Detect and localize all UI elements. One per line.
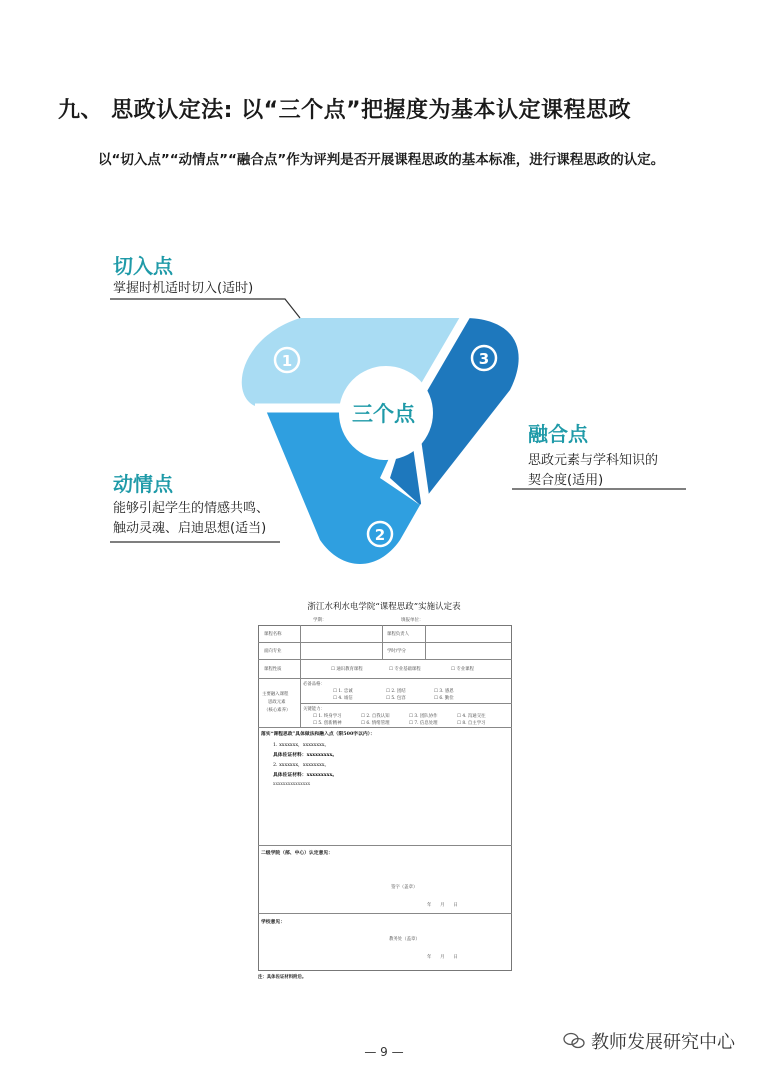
form-line: 具体佐证材料：xxxxxxxxx。 [273,772,338,778]
form-line: 1. xxxxxxx，xxxxxxxx。 [273,743,330,748]
point-3-title: 融合点 [528,422,588,446]
form-cell: 主要融入课程 [262,692,289,697]
form-cell: ☐ 专业基础课程 [389,667,421,672]
form-table [258,625,512,971]
form-cell: 课程名称 [264,632,282,637]
three-points-diagram [0,230,768,590]
form-date: 年 月 日 [427,955,458,960]
form-cell: ☐ 6. 勤俭 [434,696,454,701]
form-signature: 签字（盖章） [391,885,418,890]
form-cell: 面向专业 [264,649,282,654]
form-cell: ☐ 2. 团结 [386,689,406,694]
point-2-desc-2: 触动灵魂、启迪思想(适当) [113,521,267,536]
page-number: — 9 — [364,1045,404,1059]
form-cell: ☐ 通识教育课程 [331,667,363,672]
form-cell: ☐ 1. 忠诚 [333,689,353,694]
point-1-desc: 掌握时机适时切入(适时) [113,281,254,296]
intro-paragraph: 以“切入点”“动情点”“融合点”作为评判是否开展课程思政的基本标准，进行课程思政的认定。 [98,152,665,168]
form-line: 2. xxxxxxx，xxxxxxxx。 [273,763,330,768]
form-cell: ☐ 7. 信息处理 [409,721,438,726]
form-cell: 必备品格： [303,682,325,687]
form-cell: ☐ 5. 包容 [386,696,406,701]
section-heading: 九、 思政认定法: 以“三个点”把握度为基本认定课程思政 [58,98,632,123]
form-cell: 学时/学分 [387,649,407,654]
leader-line-1 [110,299,300,318]
form-cell: 课程负责人 [387,632,409,637]
number-1: 1 [281,352,293,370]
form-cell: ☐ 4. 沟通交往 [457,714,486,719]
form-unit-label: 填报单位： [401,618,424,623]
form-cell: ☐ 6. 情绪管理 [361,721,390,726]
form-cell: ☐ 3. 团队协作 [409,714,438,719]
form-date: 年 月 日 [427,903,458,908]
form-section-title: 落实“课程思政”具体做法和融入点（限500字以内）： [261,731,375,737]
form-cell: 关键能力： [303,707,325,712]
form-cell: ☐ 2. 自我认知 [361,714,390,719]
point-3-desc-2: 契合度(适用) [528,473,604,488]
point-2-title: 动情点 [113,472,173,496]
form-line: 具体佐证材料：xxxxxxxxx。 [273,752,338,758]
form-note: 注：具体佐证材料附后。 [258,975,307,980]
form-section-title: 学校意见： [261,919,285,925]
form-signature: 教务处（盖章） [389,937,420,942]
certification-form-image [253,598,515,983]
form-line: xxxxxxxxxxxxxxx [273,782,311,787]
form-cell: ☐ 4. 诚信 [333,696,353,701]
watermark-text: 教师发展研究中心 [591,1032,735,1053]
form-section-title: 二级学院（部、中心）认定意见： [261,850,333,856]
form-cell: ☐ 5. 创新精神 [313,721,342,726]
form-cell: （核心素养） [264,708,291,713]
number-3: 3 [478,350,490,368]
point-3-desc-1: 思政元素与学科知识的 [528,453,659,468]
point-1-title: 切入点 [113,254,173,278]
point-2-desc-1: 能够引起学生的情感共鸣、 [113,501,270,516]
form-title: 浙江水利水电学院“课程思政”实施认定表 [307,602,461,612]
form-cell: ☐ 3. 感恩 [434,689,454,694]
form-cell: 课程性质 [264,667,282,672]
form-cell: ☐ 8. 自主学习 [457,721,486,726]
number-2: 2 [374,526,386,544]
form-cell: ☐ 专业课程 [451,667,474,672]
center-label: 三个点 [352,402,415,426]
form-cell: ☐ 1. 终身学习 [313,714,342,719]
form-cell: 思政元素 [268,700,286,705]
form-semester-label: 学期： [313,618,327,623]
